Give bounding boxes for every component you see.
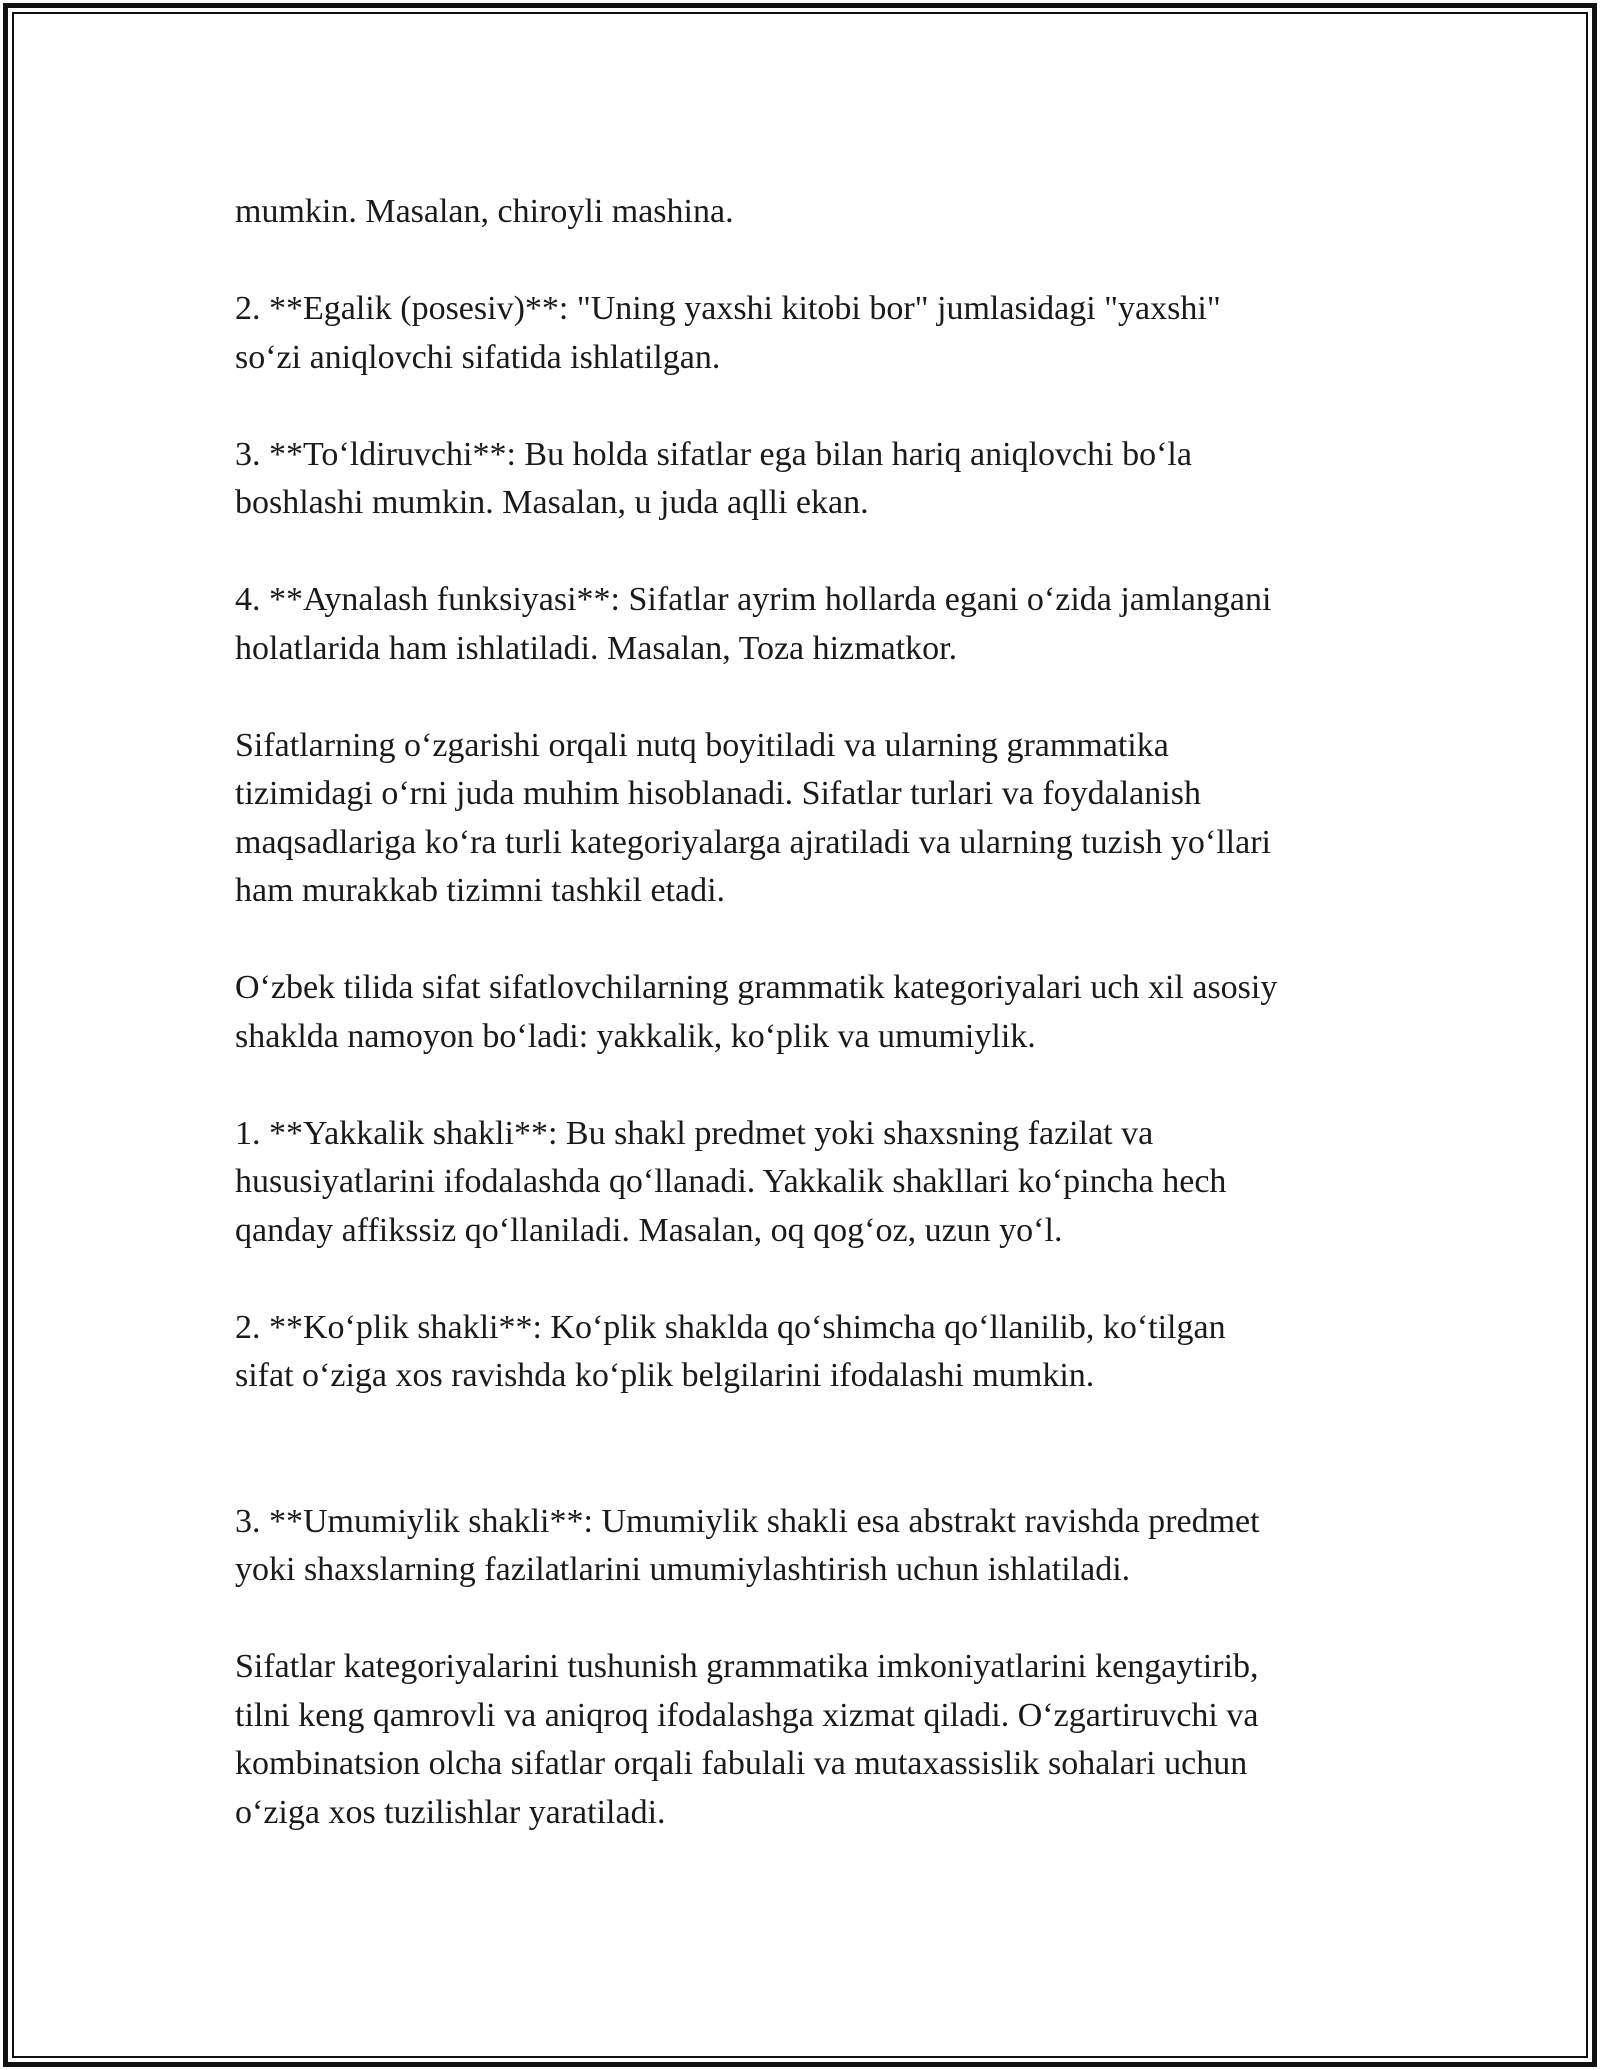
paragraph-ozbek-tilida bbox=[235, 964, 1405, 1061]
text-line: ham murakkab tizimni tashkil etadi. bbox=[235, 872, 726, 909]
text-line: so‘zi aniqlovchi sifatida ishlatilgan. bbox=[235, 338, 721, 376]
text-line: maqsadlariga ko‘ra turli kategoriyalarga ajratiladi va ularning tuzish yo‘llari bbox=[235, 823, 1271, 861]
text-line: 3. **Umumiylik shakli**: Umumiylik shakli esa abstrakt ravishda predmet bbox=[235, 1502, 1260, 1540]
text-line: 4. **Aynalash funksiyasi**: Sifatlar ayrim hollarda egani o‘zida jamlangani bbox=[235, 581, 1272, 618]
text-line: O‘zbek tilida sifat sifatlovchilarning grammatik kategoriyalari uch xil asosiy bbox=[235, 969, 1278, 1006]
text-line: yoki shaxslarning fazilatlarini umumiylashtirish uchun ishlatiladi. bbox=[235, 1551, 1131, 1588]
paragraph-koplik bbox=[235, 1304, 1405, 1401]
text-line: boshlashi mumkin. Masalan, u juda aqlli ekan. bbox=[235, 484, 869, 521]
text-line: sifat o‘ziga xos ravishda ko‘plik belgilarini ifodalashi mumkin. bbox=[235, 1357, 1095, 1394]
paragraph-egalik bbox=[235, 285, 1405, 382]
text-line: 3. **To‘ldiruvchi**: Bu holda sifatlar ega bilan hariq aniqlovchi bo‘la bbox=[235, 435, 1192, 473]
document-body bbox=[235, 188, 1405, 1886]
text-line: mumkin. Masalan, chiroyli mashina. bbox=[235, 193, 734, 230]
text-line: 1. **Yakkalik shakli**: Bu shakl predmet yoki shaxsning fazilat va bbox=[235, 1114, 1154, 1152]
text-line: hususiyatlarini ifodalashda qo‘llanadi. Yakkalik shakllari ko‘pincha hech bbox=[235, 1163, 1227, 1200]
text-line: kombinatsion olcha sifatlar orqali fabulali va mutaxassislik sohalari uchun bbox=[235, 1745, 1248, 1782]
text-line: qanday affikssiz qo‘llaniladi. Masalan, oq qog‘oz, uzun yo‘l. bbox=[235, 1211, 1063, 1249]
paragraph-umumiylik bbox=[235, 1498, 1405, 1595]
text-line: 2. **Egalik (posesiv)**: "Uning yaxshi kitobi bor" jumlasidagi "yaxshi" bbox=[235, 290, 1221, 327]
paragraph-yakkalik bbox=[235, 1110, 1405, 1256]
text-line: tizimidagi o‘rni juda muhim hisoblanadi. Sifatlar turlari va foydalanish bbox=[235, 775, 1201, 812]
text-line: o‘ziga xos tuzilishlar yaratiladi. bbox=[235, 1793, 666, 1831]
paragraph-conclusion bbox=[235, 1643, 1405, 1837]
text-line: holatlarida ham ishlatiladi. Masalan, Toza hizmatkor. bbox=[235, 629, 958, 667]
paragraph-sifatlarning bbox=[235, 722, 1405, 916]
text-line: 2. **Ko‘plik shakli**: Ko‘plik shaklda qo‘shimcha qo‘llanilib, ko‘tilgan bbox=[235, 1308, 1226, 1346]
text-line: tilni keng qamrovli va aniqroq ifodalashga xizmat qiladi. O‘zgartiruvchi va bbox=[235, 1696, 1259, 1734]
text-line: shaklda namoyon bo‘ladi: yakkalik, ko‘plik va umumiylik. bbox=[235, 1017, 1036, 1055]
paragraph-continuation bbox=[235, 188, 1405, 237]
text-line: Sifatlarning o‘zgarishi orqali nutq boyitiladi va ularning grammatika bbox=[235, 726, 1169, 764]
paragraph-toldiruvchi bbox=[235, 431, 1405, 528]
paragraph-aynalash bbox=[235, 576, 1405, 673]
text-line: Sifatlar kategoriyalarini tushunish grammatika imkoniyatlarini kengaytirib, bbox=[235, 1648, 1259, 1685]
